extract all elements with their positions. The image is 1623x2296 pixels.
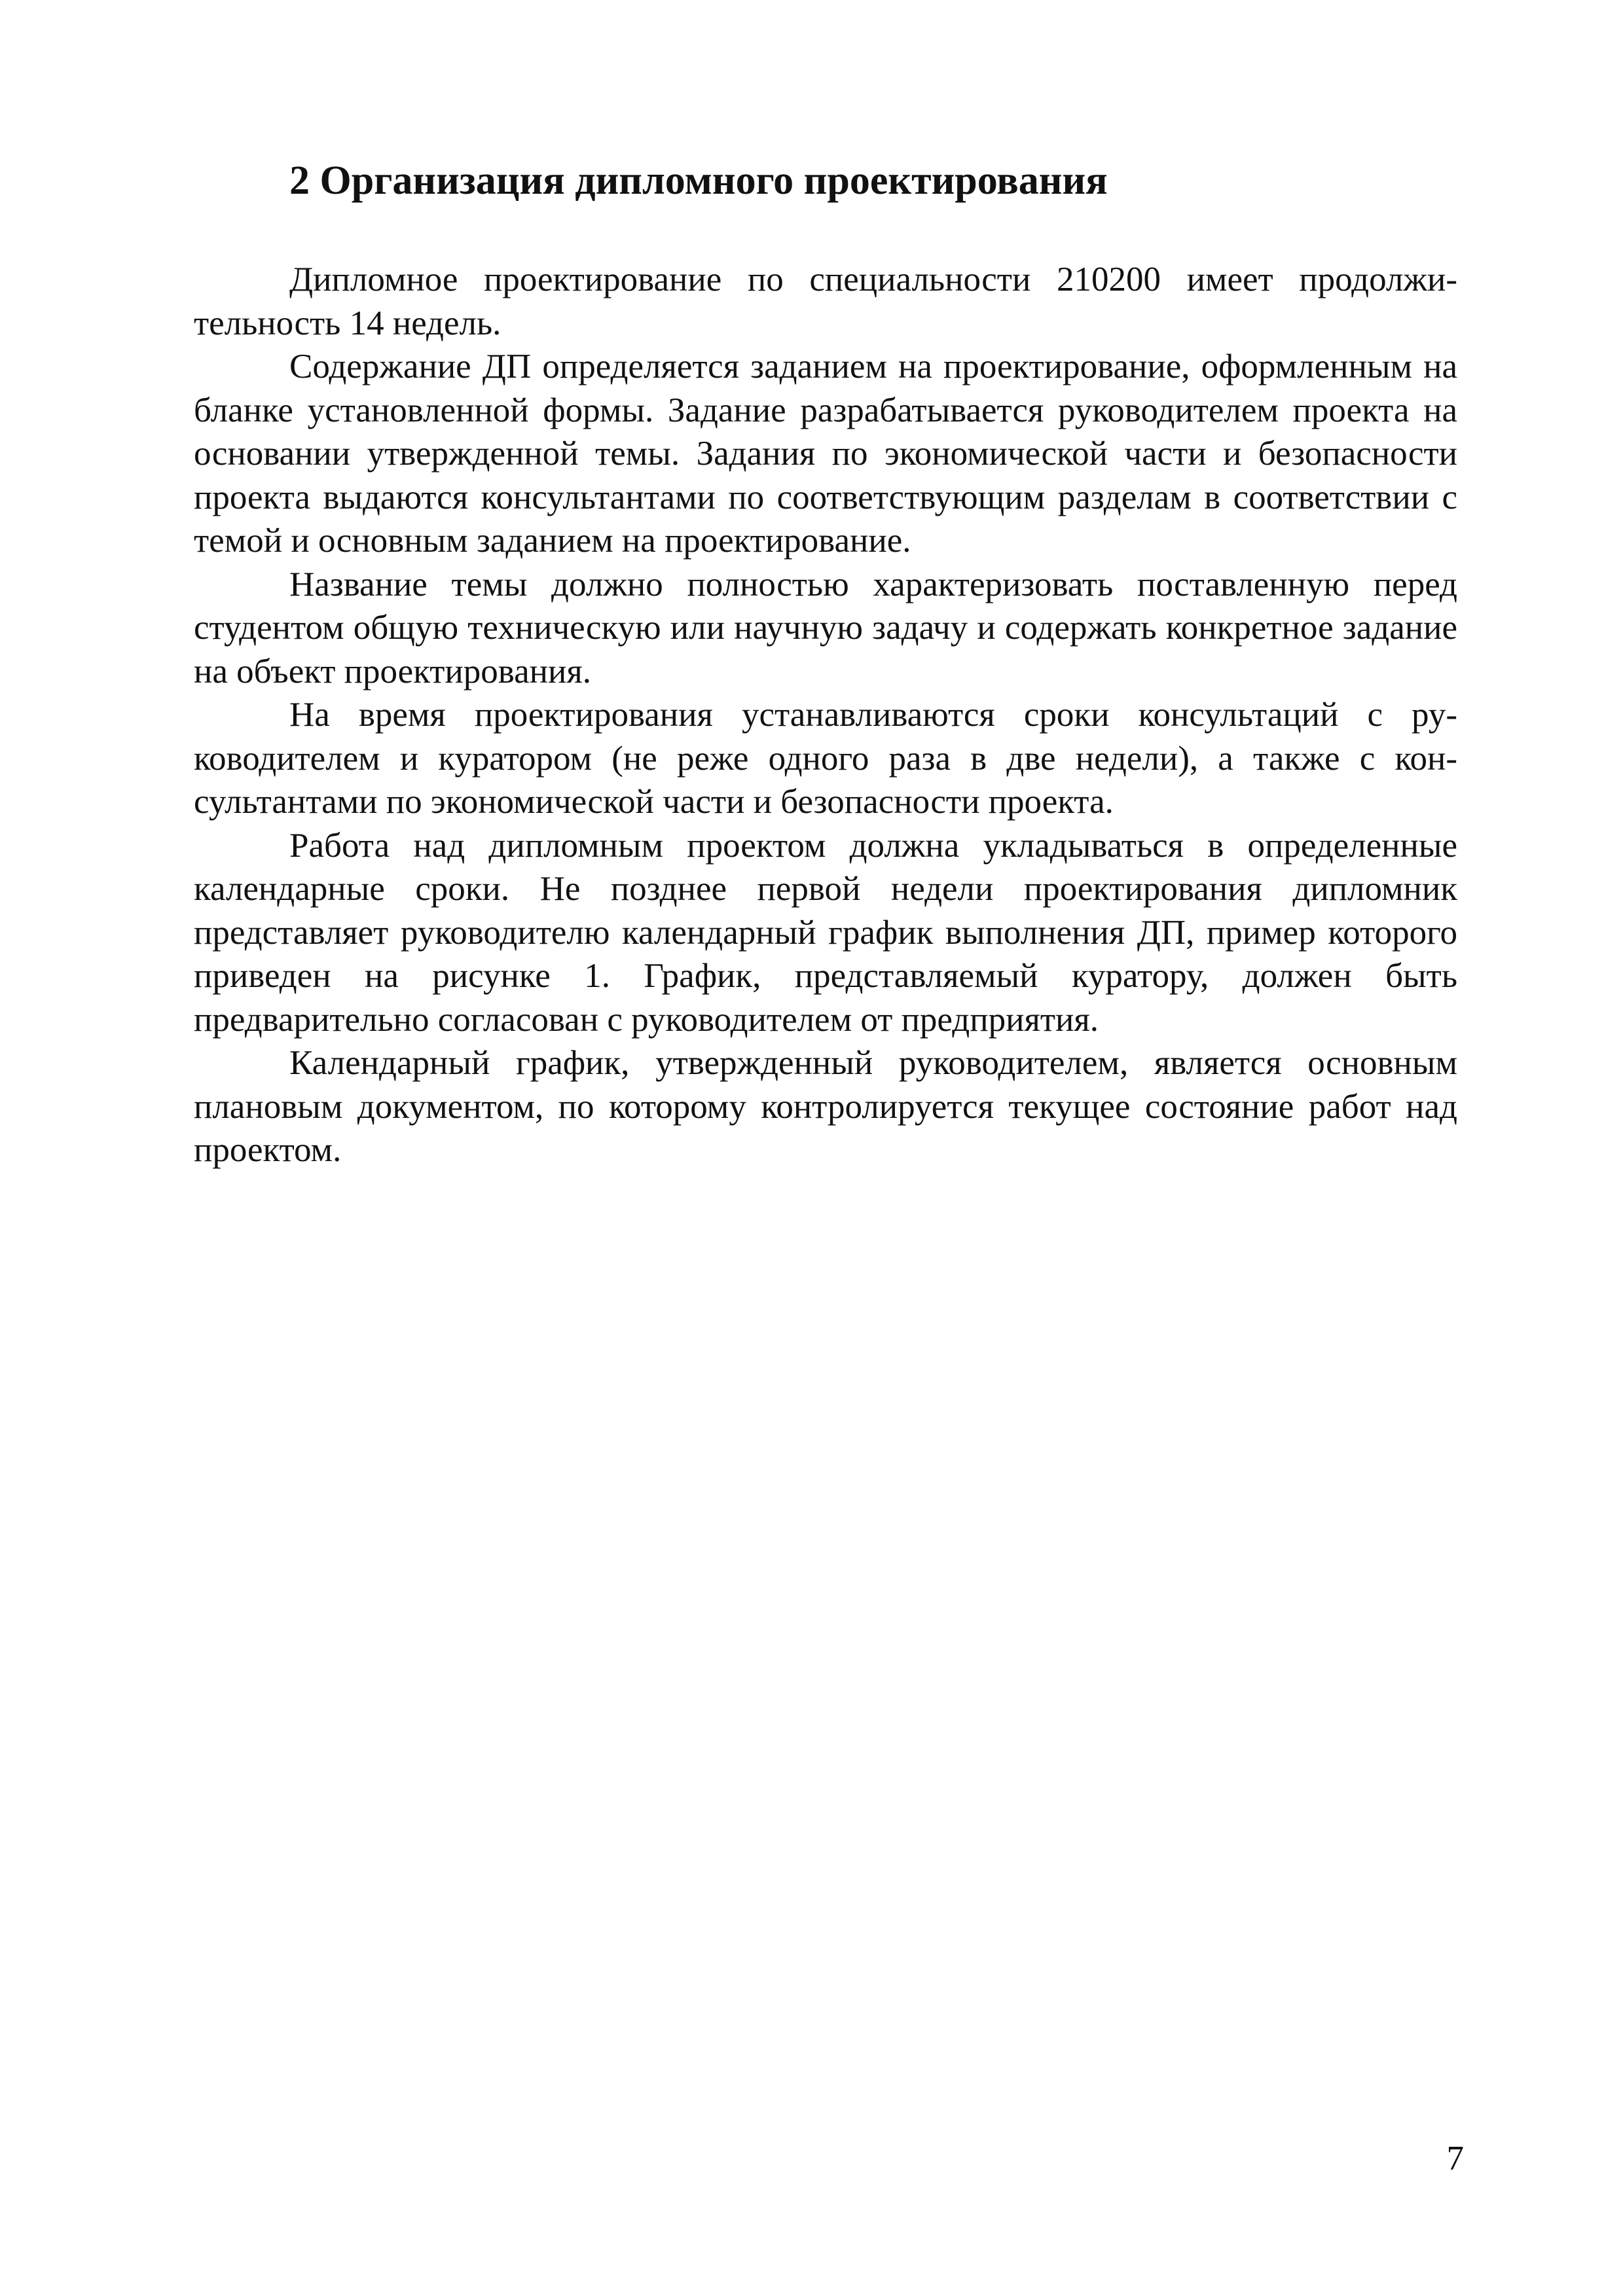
paragraph-topic-title: Название темы должно полностью характеризовать поставленную перед студентом общую техническую или научную задачу и содержать конкретное задание на объект проектирования. bbox=[194, 565, 1457, 691]
paragraph-calendar-plan: Календарный график, утвержденный руководителем, является основным плановым документом, по которому контролируется текущее состояние работ над проектом. bbox=[194, 1044, 1457, 1169]
paragraph-content-assignment: Содержание ДП определяется заданием на проектирование, оформленным на бланке установленной формы. Задание разрабатывается руководителем проекта на основании утвержденной темы. Задания по экономической части и безопасности проекта выдаются консультантами по соответствующим разделам в соответствии с темой и основным заданием на проектирование. bbox=[194, 348, 1457, 560]
page-number: 7 bbox=[1446, 2140, 1464, 2178]
section-heading: 2 Организация дипломного проектирования bbox=[289, 158, 1108, 203]
paragraph-schedule: Работа над дипломным проектом должна укладываться в определенные календарные сроки. Не позднее первой недели проектирования дипломник представляет руководителю календарный график выполнения ДП, пример которого приведен на рисунке 1. График, представляемый куратору, должен быть предварительно согласован с руководителем от предприятия. bbox=[194, 826, 1457, 1039]
page-content bbox=[194, 154, 1457, 1172]
paragraph-consultations: На время проектирования устанавливаются сроки консультаций с руководителем и куратором (не реже одного раза в две недели), а также с консультантами по экономической части и безопасности проекта. bbox=[194, 696, 1457, 821]
paragraph-duration: Дипломное проектирование по специальности 210200 имеет продолжительность 14 недель. bbox=[194, 260, 1457, 342]
